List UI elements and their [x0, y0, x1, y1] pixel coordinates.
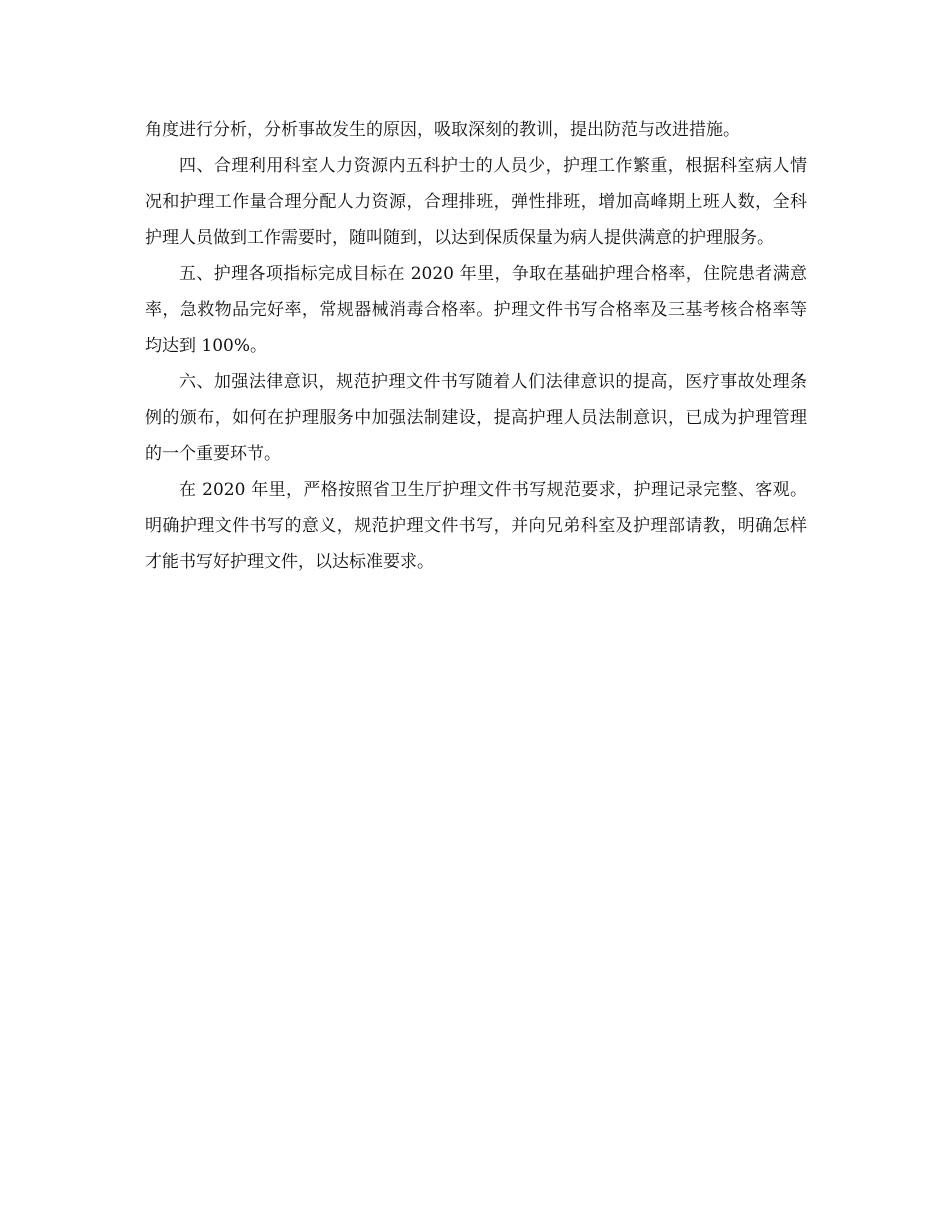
paragraph-section-six: 六、加强法律意识，规范护理文件书写随着人们法律意识的提高，医疗事故处理条例的颁布，如何在护理服务中加强法制建设，提高护理人员法制意识，已成为护理管理的一个重要环节。	[145, 372, 807, 464]
document-body	[145, 112, 807, 580]
paragraph-section-five: 五、护理各项指标完成目标在 2020 年里，争取在基础护理合格率，住院患者满意率，急救物品完好率，常规器械消毒合格率。护理文件书写合格率及三基考核合格率等均达到 100%。	[145, 264, 807, 356]
paragraph-closing: 在 2020 年里，严格按照省卫生厅护理文件书写规范要求，护理记录完整、客观。明确护理文件书写的意义，规范护理文件书写，并向兄弟科室及护理部请教，明确怎样才能书写好护理文件，以达标准要求。	[145, 480, 807, 572]
paragraph-section-four: 四、合理利用科室人力资源内五科护士的人员少，护理工作繁重，根据科室病人情况和护理工作量合理分配人力资源，合理排班，弹性排班，增加高峰期上班人数，全科护理人员做到工作需要时，随叫随到，以达到保质保量为病人提供满意的护理服务。	[145, 156, 807, 248]
paragraph-continuation: 角度进行分析，分析事故发生的原因，吸取深刻的教训，提出防范与改进措施。	[145, 120, 740, 140]
